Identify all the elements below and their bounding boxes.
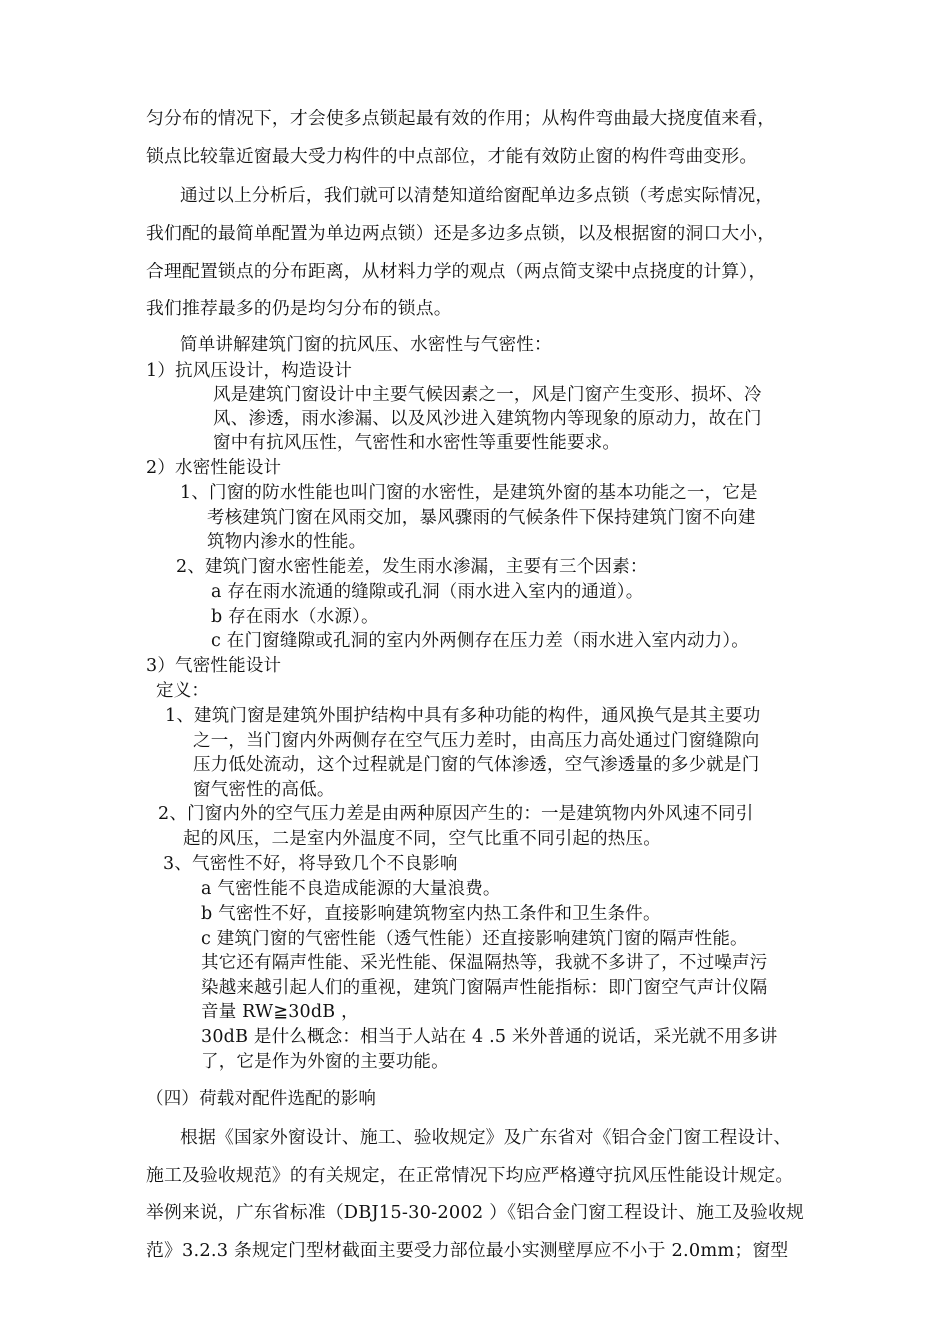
body-line: 施工及验收规范》的有关规定，在正常情况下均应严格遵守抗风压性能设计规定。: [146, 1165, 794, 1186]
sub-item: b 气密性不好，直接影响建筑物室内热工条件和卫生条件。: [201, 904, 661, 924]
body-line: 音量 RW≧30dB ，: [201, 1002, 359, 1022]
definition-label: 定义：: [156, 681, 210, 701]
list-item-continued: 压力低处流动，这个过程就是门窗的气体渗透，空气渗透量的多少就是门: [193, 755, 760, 775]
list-item-continued: 起的风压，二是室内外温度不同，空气比重不同引起的热压。: [183, 829, 661, 849]
heading-wind-pressure: 1）抗风压设计，构造设计: [146, 361, 353, 381]
sub-item: c 建筑门窗的气密性能（透气性能）还直接影响建筑门窗的隔声性能。: [201, 929, 748, 949]
body-line: 了，它是作为外窗的主要功能。: [201, 1052, 449, 1072]
paragraph-line: 通过以上分析后，我们就可以清楚知道给窗配单边多点锁（考虑实际情况，: [180, 185, 774, 206]
list-item-continued: 之一，当门窗内外两侧存在空气压力差时，由高压力高处通过门窗缝隙向: [193, 731, 760, 751]
list-item: 1、建筑门窗是建筑外围护结构中具有多种功能的构件，通风换气是其主要功: [165, 706, 761, 726]
list-item: 3、气密性不好，将导致几个不良影响: [163, 854, 458, 874]
body-line: 锁点比较靠近窗最大受力构件的中点部位，才能有效防止窗的构件弯曲变形。: [146, 146, 758, 167]
body-line: 我们推荐最多的仍是均匀分布的锁点。: [146, 298, 452, 319]
body-line: 染越来越引起人们的重视，建筑门窗隔声性能指标：即门窗空气声计仪隔: [201, 978, 768, 998]
section-heading: （四）荷载对配件选配的影响: [146, 1089, 377, 1109]
body-line: 风、渗透，雨水渗漏、以及风沙进入建筑物内等现象的原动力，故在门: [213, 409, 762, 429]
body-line: 范》3.2.3 条规定门型材截面主要受力部位最小实测壁厚应不小于 2.0mm；窗型: [146, 1240, 789, 1261]
sub-item: a 气密性能不良造成能源的大量浪费。: [201, 879, 501, 899]
heading-water-tightness: 2）水密性能设计: [146, 458, 282, 478]
list-item: 2、建筑门窗水密性能差，发生雨水渗漏，主要有三个因素：: [176, 557, 648, 577]
section-intro: 简单讲解建筑门窗的抗风压、水密性与气密性：: [180, 335, 552, 355]
heading-air-tightness: 3）气密性能设计: [146, 656, 282, 676]
body-line: 30dB 是什么概念：相当于人站在 4 .5 米外普通的说话，采光就不用多讲: [201, 1027, 778, 1047]
body-line: 风是建筑门窗设计中主要气候因素之一，风是门窗产生变形、损坏、冷: [213, 385, 762, 405]
body-line: 其它还有隔声性能、采光性能、保温隔热等，我就不多讲了，不过噪声污: [201, 953, 768, 973]
body-line: 我们配的最简单配置为单边两点锁）还是多边多点锁，以及根据窗的洞口大小，: [146, 223, 776, 244]
body-line: 窗中有抗风压性，气密性和水密性等重要性能要求。: [213, 433, 621, 453]
body-line: 举例来说，广东省标准（DBJ15-30-2002 ）《铝合金门窗工程设计、施工及验收规: [146, 1202, 804, 1223]
sub-item: a 存在雨水流通的缝隙或孔洞（雨水进入室内的通道）。: [211, 582, 644, 602]
paragraph-line: 根据《国家外窗设计、施工、验收规定》及广东省对《铝合金门窗工程设计、: [180, 1127, 792, 1148]
sub-item: c 在门窗缝隙或孔洞的室内外两侧存在压力差（雨水进入室内动力）。: [211, 631, 750, 651]
list-item-continued: 筑物内渗水的性能。: [207, 532, 367, 552]
list-item-continued: 窗气密性的高低。: [193, 780, 335, 800]
sub-item: b 存在雨水（水源）。: [211, 607, 379, 627]
list-item-continued: 考核建筑门窗在风雨交加，暴风骤雨的气候条件下保持建筑门窗不向建: [207, 508, 756, 528]
list-item: 1、门窗的防水性能也叫门窗的水密性，是建筑外窗的基本功能之一，它是: [180, 483, 758, 503]
list-item: 2、门窗内外的空气压力差是由两种原因产生的：一是建筑物内外风速不同引: [158, 804, 754, 824]
body-line: 匀分布的情况下，才会使多点锁起最有效的作用；从构件弯曲最大挠度值来看，: [146, 108, 776, 129]
body-line: 合理配置锁点的分布距离，从材料力学的观点（两点简支梁中点挠度的计算），: [146, 261, 767, 282]
